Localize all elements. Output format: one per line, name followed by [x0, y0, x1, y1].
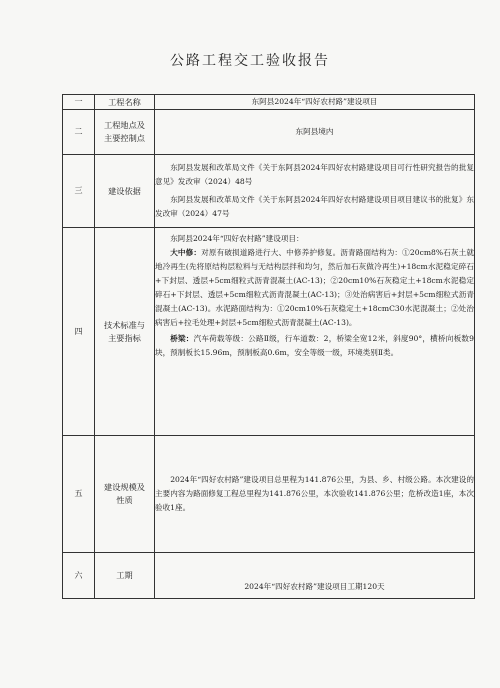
page-title: 公路工程交工验收报告 [170, 53, 330, 69]
row-number: 六 [63, 553, 95, 599]
row-label-line: 建设规模及 [104, 482, 145, 492]
row-number: 二 [63, 110, 95, 155]
row-duration [63, 553, 475, 599]
row-value [155, 436, 475, 553]
row-number: 一 [63, 95, 95, 110]
row-label [95, 436, 155, 553]
row-label [95, 110, 155, 155]
row-project-name [63, 95, 475, 110]
row-number: 三 [63, 155, 95, 228]
tech-major-text: 对原有破损道路进行大、中修养护修复。沥青路面结构为：①20cm8%石灰土就地冷再生(先将原结构层粒料与无结构层拌和均匀，然后加石灰做冷再生)+18cm水泥稳定碎石+下封层、透层+5cm细粒式沥青混凝土(AC-13)；②20cm10%石灰稳定土+18cm水泥稳定碎石+下封层、透层+5cm细粒式沥青混凝土(AC-13)；③处治病害后+封层+5cm细粒式沥青混凝土(AC-13)。水泥路面结构为：①20cm10%石灰稳定土+18cmC30水泥混凝土；②处治病害后+拉毛处理+封层+5cm细粒式沥青混凝土(AC-13)。 [155, 248, 474, 327]
row-label: 工期 [95, 553, 155, 599]
tech-bridge [155, 332, 474, 360]
row-label-line: 技术标准与 [104, 319, 145, 330]
tech-bridge-label: 桥梁： [170, 334, 194, 343]
row-label: 建设依据 [95, 155, 155, 228]
tech-major [155, 246, 474, 330]
row-label-line: 主要控制点 [104, 133, 145, 143]
row-number: 五 [63, 436, 95, 553]
row-label: 工程名称 [95, 95, 155, 110]
row-value: 东阿县境内 [155, 110, 475, 155]
row-label [95, 228, 155, 436]
basis-doc-1: 东阿县发展和改革局文件《关于东阿县2024年四好农村路建设项目可行性研究报告的批复意见》发改审（2024）48号 [155, 163, 474, 186]
row-tech-standard [63, 228, 475, 436]
tech-intro: 东阿县2024年“四好农村路”建设项目： [170, 234, 304, 243]
row-label-line: 性质 [116, 495, 133, 505]
basis-doc-2: 东阿县发展和改革局文件《关于东阿县2024年四好农村路建设项目项目建议书的批复》东发改审（2024）47号 [155, 195, 474, 218]
row-basis [63, 155, 475, 228]
scale-text: 2024年“四好农村路”建设项目总里程为141.876公里，为县、乡、村级公路。本次建设的主要内容为路面修复工程总里程为141.876公里，本次验收141.876公里；危桥改造1座，本次验收1座。 [155, 475, 474, 512]
row-location [63, 110, 475, 155]
report-table [62, 94, 475, 599]
page-bottom-margin [0, 640, 500, 688]
row-scale [63, 436, 475, 553]
tech-major-label: 大中修： [170, 248, 202, 257]
row-number: 四 [63, 228, 95, 436]
row-label-line: 主要指标 [108, 332, 141, 343]
row-label-line: 工程地点及 [104, 120, 145, 130]
tech-bridge-text: 汽车荷载等级：公路Ⅱ级，行车道数：2，桥梁全宽12米，斜度90°，横桥向板数9块，预制板长15.96m，预制板高0.6m，安全等级一级，环境类别Ⅱ类。 [155, 334, 474, 357]
row-value: 东阿县2024年“四好农村路”建设项目 [155, 95, 475, 110]
row-value: 2024年“四好农村路”建设项目工期120天 [155, 553, 475, 599]
row-value [155, 228, 475, 436]
row-value [155, 155, 475, 228]
